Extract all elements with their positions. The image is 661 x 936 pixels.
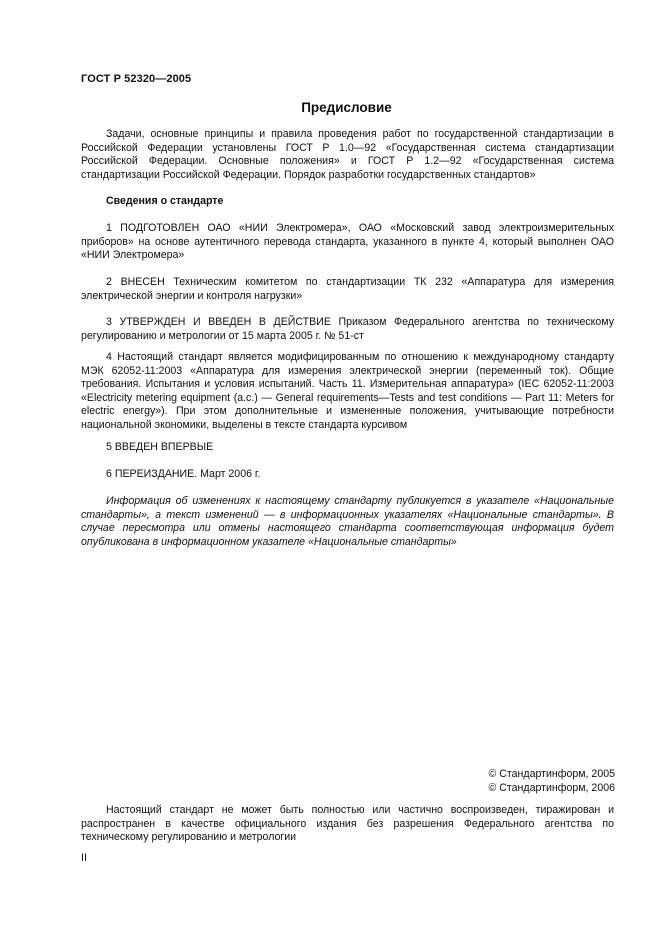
item-6-paragraph: 6 ПЕРЕИЗДАНИЕ. Март 2006 г. [106, 468, 261, 480]
item-3-paragraph: 3 УТВЕРЖДЕН И ВВЕДЕН В ДЕЙСТВИЕ Приказом Федерального агентства по техническому регулированию и метрологии от 15 марта 2005 г. № 51-ст [81, 316, 614, 342]
item-4-paragraph: 4 Настоящий стандарт является модифицированным по отношению к международному стандарту МЭК 62052-11:2003 «Аппаратура для измерения электрической энергии (переменный ток). Общие требования. Испытания и условия испытаний. Часть 11. Измерительная аппаратура» (IEC 62052-11:2003 «Electricity metering equipment (a.c.) — General requirements—Tests and test conditions — Part 11: Meters for electric energy»). При этом дополнительные и измененные положения, учитывающие потребности национальной экономики, выделены в тексте стандарта курсивом [81, 351, 614, 431]
document-code: ГОСТ Р 52320—2005 [81, 73, 192, 85]
item-1-paragraph: 1 ПОДГОТОВЛЕН ОАО «НИИ Электромера», ОАО «Московский завод электроизмерительных приборов» на основе аутентичного перевода стандарта, указанного в пункте 4, который выполнен ОАО «НИИ Электромера» [81, 222, 614, 262]
section-heading: Сведения о стандарте [106, 195, 224, 207]
copyright-line-2005: © Стандартинформ, 2005 [488, 768, 615, 780]
copyright-line-2006: © Стандартинформ, 2006 [488, 782, 615, 794]
intro-paragraph: Задачи, основные принципы и правила проведения работ по государственной стандартизации в Российской Федерации установлены ГОСТ Р 1.0—92 «Государственная система стандартизации Российской Федерации. Основные положения» и ГОСТ Р 1.2—92 «Государственная система стандартизации Российской Федерации. Порядок разработки государственных стандартов» [81, 128, 614, 181]
notice-paragraph: Информация об изменениях к настоящему стандарту публикуется в указателе «Национальные стандарты», а текст изменений — в информационных указателях «Национальные стандарты». В случае пересмотра или отмены настоящего стандарта соответствующая информация будет опубликована в информационном указателе «Национальные стандарты» [81, 495, 614, 548]
page-title: Предисловие [301, 100, 392, 115]
footer-paragraph: Настоящий стандарт не может быть полностью или частично воспроизведен, тиражирован и распространен в качестве официального издания без разрешения Федерального агентства по техническому регулированию и метрологии [81, 804, 614, 844]
item-2-paragraph: 2 ВНЕСЕН Техническим комитетом по стандартизации ТК 232 «Аппаратура для измерения электрической энергии и контроля нагрузки» [81, 276, 614, 302]
page-number: II [81, 852, 87, 864]
copyright-block [489, 767, 615, 795]
item-5-paragraph: 5 ВВЕДЕН ВПЕРВЫЕ [106, 441, 214, 453]
